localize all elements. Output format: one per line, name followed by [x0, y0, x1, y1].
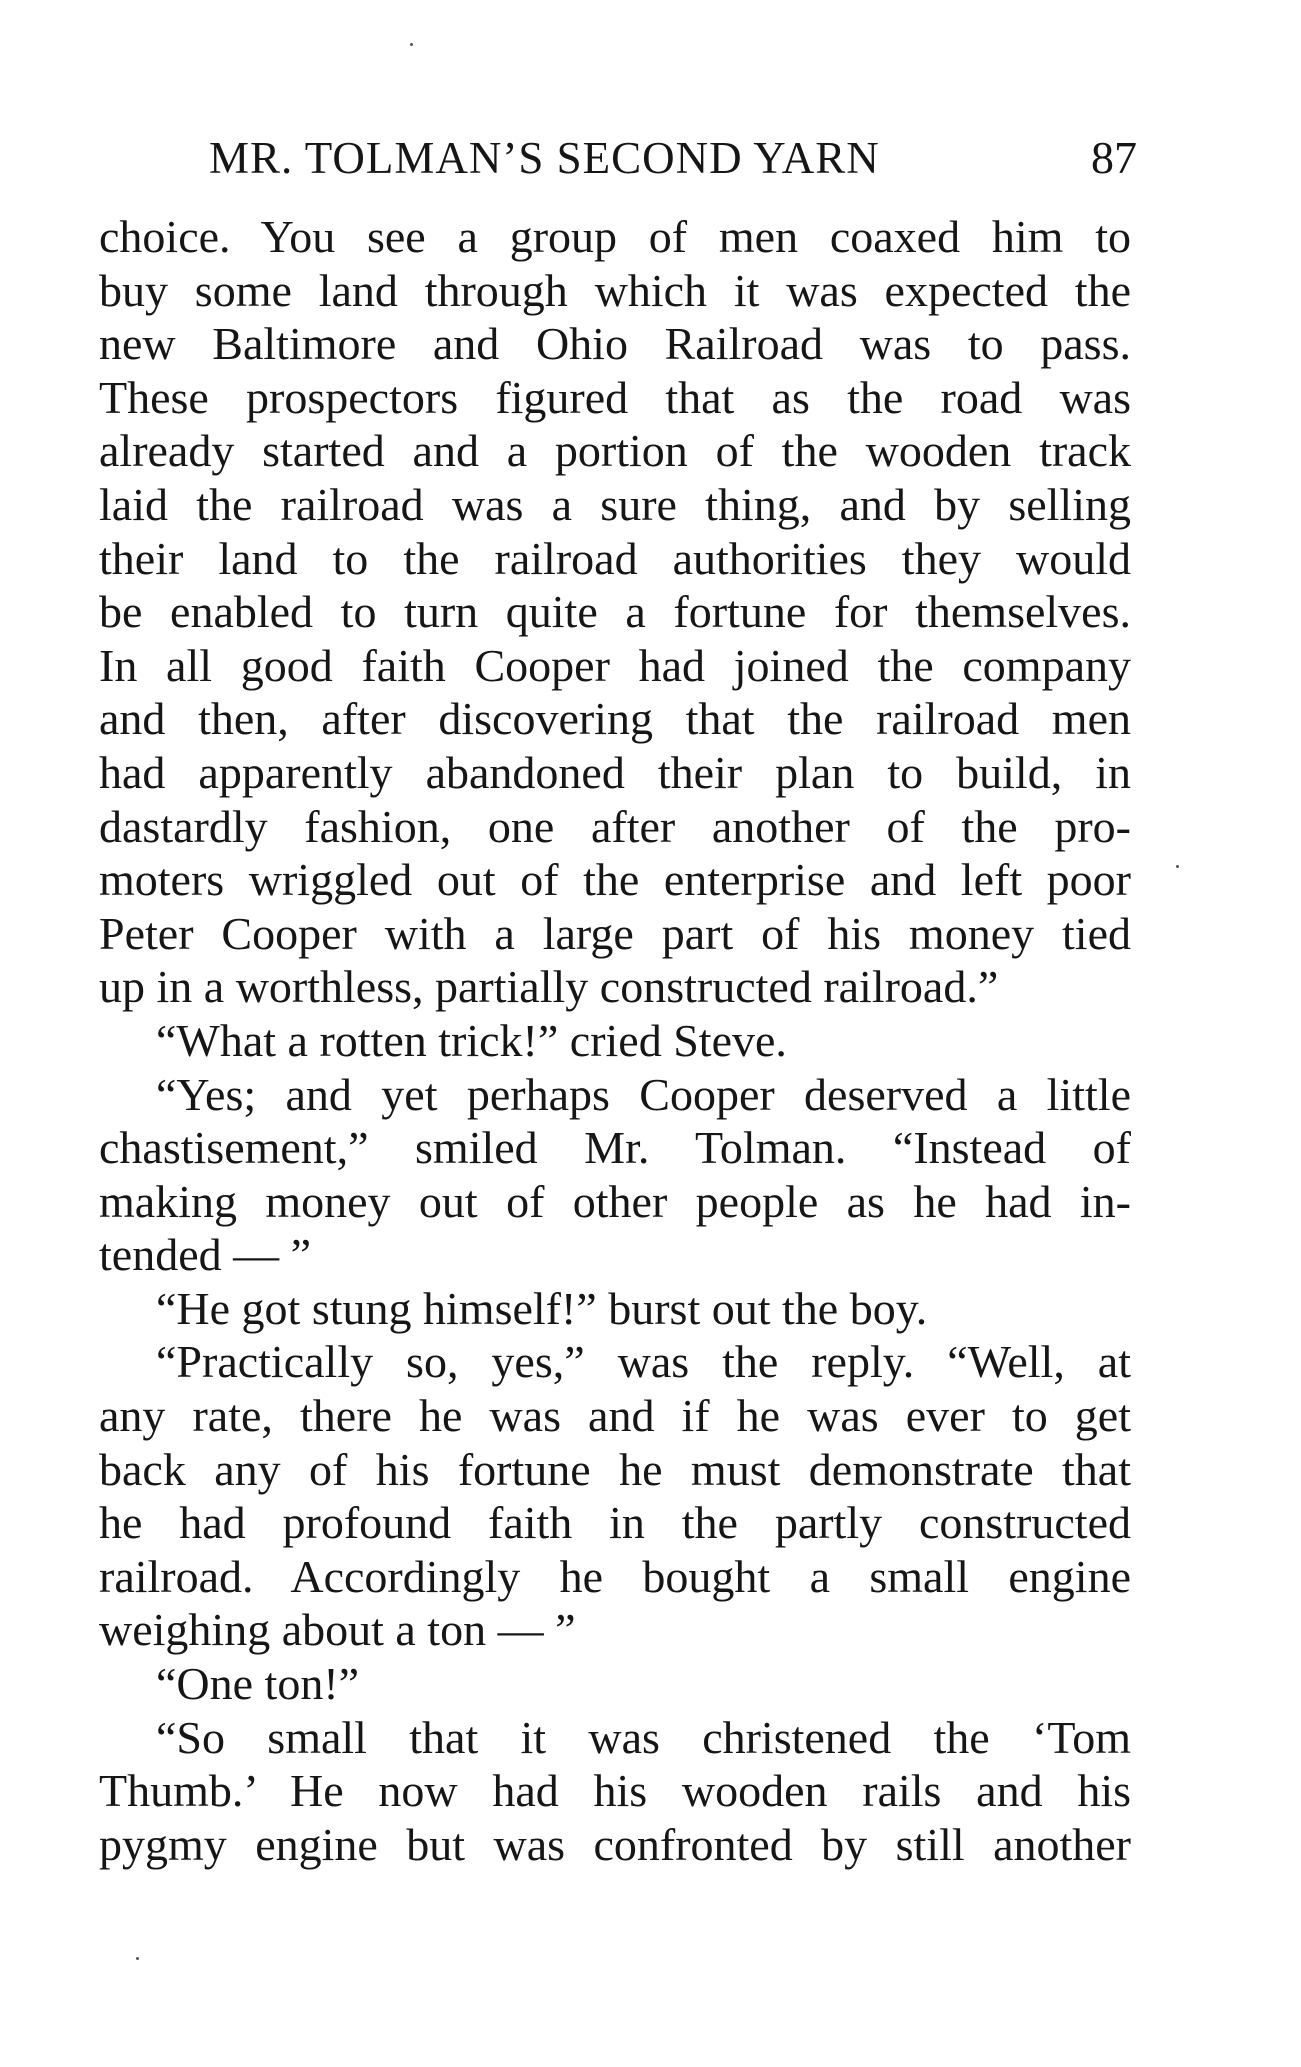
text-line: be enabled to turn quite a fortune for themselves. — [99, 586, 1131, 638]
text-line: and then, after discovering that the railroad men — [99, 693, 1131, 745]
text-line: up in a worthless, partially constructed railroad.” — [99, 961, 999, 1013]
page-number: 87 — [1091, 132, 1137, 183]
text-line: had apparently abandoned their plan to build, in — [99, 746, 1131, 798]
text-line: buy some land through which it was expected the — [99, 264, 1131, 316]
text-line: already started and a portion of the wooden track — [99, 425, 1131, 477]
scan-speck — [410, 43, 413, 46]
text-line: moters wriggled out of the enterprise and left poor — [99, 854, 1131, 906]
text-line: chastisement,” smiled Mr. Tolman. “Instead of — [99, 1122, 1131, 1174]
text-line: any rate, there he was and if he was ever to get — [99, 1390, 1131, 1442]
text-line: “One ton!” — [156, 1658, 360, 1710]
text-line: “Practically so, yes,” was the reply. “Well, at — [156, 1336, 1131, 1388]
text-line: In all good faith Cooper had joined the company — [99, 639, 1131, 691]
text-line: new Baltimore and Ohio Railroad was to pass. — [99, 318, 1131, 370]
text-line: laid the railroad was a sure thing, and by selling — [99, 478, 1131, 530]
text-line: railroad. Accordingly he bought a small engine — [99, 1550, 1131, 1602]
text-line: “He got stung himself!” burst out the boy. — [156, 1282, 928, 1334]
running-title: MR. TOLMAN’S SECOND YARN — [209, 133, 880, 183]
text-line: Thumb.’ He now had his wooden rails and his — [99, 1765, 1131, 1817]
scan-speck — [1176, 865, 1179, 868]
text-line: These prospectors figured that as the road was — [99, 371, 1131, 423]
text-line: their land to the railroad authorities they would — [99, 532, 1131, 584]
body-text — [99, 210, 1131, 1871]
text-line: pygmy engine but was confronted by still another — [99, 1818, 1131, 1870]
text-line: he had profound faith in the partly constructed — [99, 1497, 1131, 1549]
text-line: “So small that it was christened the ‘Tom — [156, 1711, 1131, 1763]
text-line: back any of his fortune he must demonstrate that — [99, 1443, 1131, 1495]
text-line: “Yes; and yet perhaps Cooper deserved a little — [156, 1068, 1131, 1120]
text-line: tended — ” — [99, 1229, 312, 1281]
text-line: choice. You see a group of men coaxed him to — [99, 211, 1131, 262]
text-line: weighing about a ton — ” — [99, 1604, 576, 1656]
scan-speck — [136, 1957, 139, 1960]
text-line: dastardly fashion, one after another of the pro- — [99, 800, 1131, 852]
running-head — [209, 128, 1137, 188]
text-line: Peter Cooper with a large part of his money tied — [99, 907, 1131, 959]
text-line: “What a rotten trick!” cried Steve. — [156, 1014, 787, 1066]
text-line: making money out of other people as he had in- — [99, 1175, 1131, 1227]
